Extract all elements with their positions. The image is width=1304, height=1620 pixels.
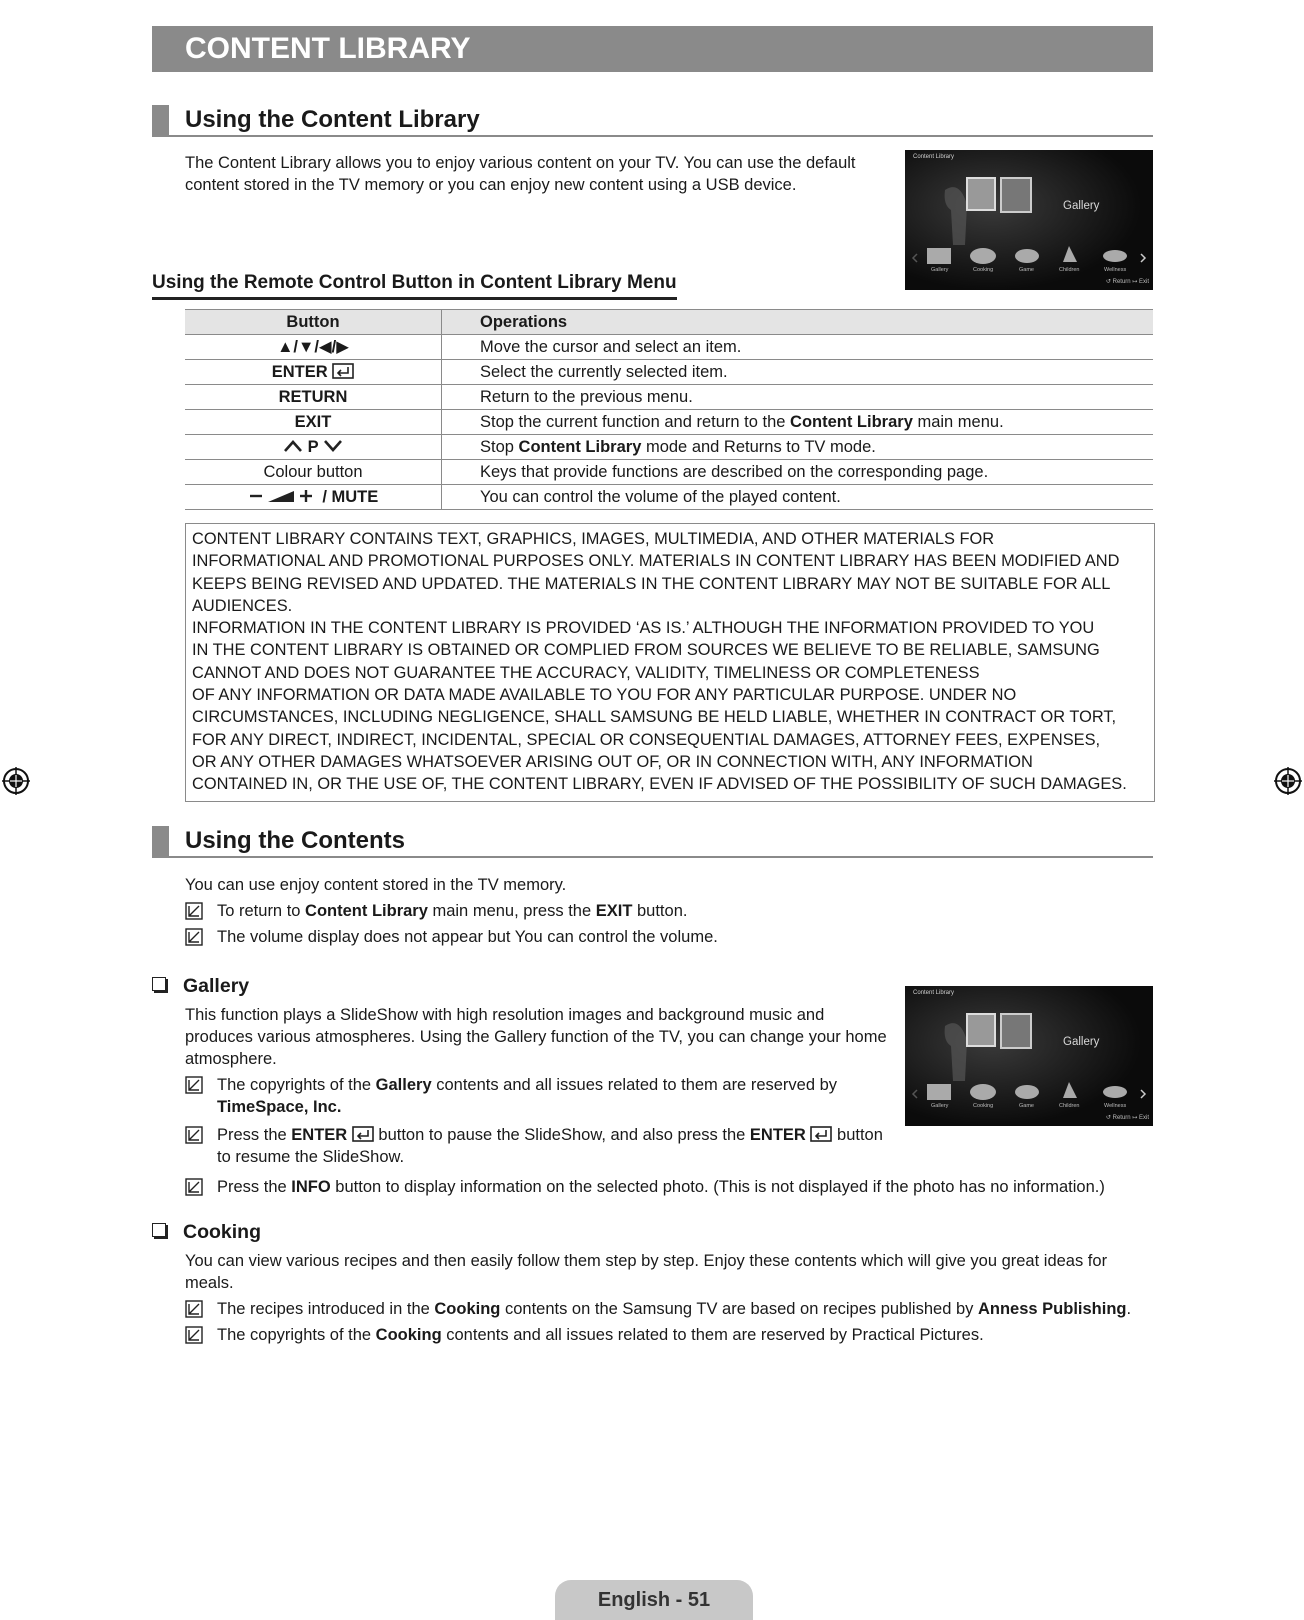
gallery-description: This function plays a SlideShow with high resolution images and background music and produces various atmospheres. Using the Gallery function of the TV, you can change your home atmosphere. <box>185 1006 887 1068</box>
section-marker <box>152 826 169 856</box>
table-row: EXIT Stop the current function and return to the Content Library main menu. <box>185 410 1153 435</box>
section-marker <box>152 105 169 135</box>
cooking-description: You can view various recipes and then easily follow them step by step. Enjoy these contents which will give you great ideas for meals. <box>185 1252 1108 1292</box>
note-icon <box>185 928 203 946</box>
table-row: P Stop Content Library mode and Returns to TV mode. <box>185 435 1153 460</box>
note-icon <box>185 1076 203 1094</box>
table-row: / MUTE You can control the volume of the played content. <box>185 485 1153 510</box>
section-heading <box>152 826 1153 858</box>
note-icon <box>185 1326 203 1344</box>
table-row: RETURN Return to the previous menu. <box>185 385 1153 410</box>
tv-menu-labels: Gallery Cooking Game Children Wellness <box>931 267 1127 273</box>
note: The copyrights of the Gallery contents and all issues related to them are reserved by TimeSpace, Inc. <box>217 1074 837 1118</box>
note: The volume display does not appear but You can control the volume. <box>217 926 718 948</box>
page-banner: CONTENT LIBRARY <box>152 26 1153 72</box>
tv-screen-image: Content Library Gallery Gallery Cooking Game Children Wellness ↺ Return ↦ Exit <box>905 986 1153 1126</box>
note-icon <box>185 1178 203 1196</box>
remote-heading: Using the Remote Control Button in Content Library Menu <box>152 270 677 300</box>
note: Press the INFO button to display information on the selected photo. (This is not displayed if the photo has no information.) <box>217 1176 1105 1198</box>
cooking-heading: Cooking <box>152 1219 261 1245</box>
disclaimer-box: CONTENT LIBRARY CONTAINS TEXT, GRAPHICS, IMAGES, MULTIMEDIA, AND OTHER MATERIALS FOR INFORMATIONAL AND PROMOTIONAL PURPOSES ONLY. MATERIALS IN CONTENT LIBRARY HAS BEEN MODIFIED AND KEEPS BEING REVISED AND UPDATED. THE MATERIALS IN THE CONTENT LIBRARY MAY NOT BE SUITABLE FOR ALL AUDIENCES. INFORMATION IN THE CONTENT LIBRARY IS PROVIDED ‘AS IS.’ ALTHOUGH THE INFORMATION PROVIDED TO YOU IN THE CONTENT LIBRARY IS OBTAINED OR COMPLIED FROM SOURCES WE BELIEVE TO BE RELIABLE, SAMSUNG CANNOT AND DOES NOT GUARANTEE THE ACCURACY, VALIDITY, TIMELINESS OR COMPLETENESS OF ANY INFORMATION OR DATA MADE AVAILABLE TO YOU FOR ANY PARTICULAR PURPOSE. UNDER NO CIRCUMSTANCES, INCLUDING NEGLIGENCE, SHALL SAMSUNG BE HELD LIABLE, WHETHER IN CONTRACT OR TORT, FOR ANY DIRECT, INDIRECT, INCIDENTAL, SPECIAL OR CONSEQUENTIAL DAMAGES, ATTORNEY FEES, EXPENSES, OR ANY OTHER DAMAGES WHATSOEVER ARISING OUT OF, OR IN CONNECTION WITH, ANY INFORMATION CONTAINED IN, OR THE USE OF, THE CONTENT LIBRARY, EVEN IF ADVISED OF THE POSSIBILITY OF SUCH DAMAGES. <box>185 523 1155 802</box>
remote-button-table <box>185 309 1153 510</box>
section-title: Using the Contents <box>185 827 405 854</box>
note: The copyrights of the Cooking contents and all issues related to them are reserved by Practical Pictures. <box>217 1324 984 1346</box>
enter-icon <box>332 363 354 379</box>
tv-menu-labels: Gallery Cooking Game Children Wellness <box>931 1103 1127 1109</box>
table-row: ▲/▼/◀/▶ Move the cursor and select an item. <box>185 335 1153 360</box>
note-icon <box>185 902 203 920</box>
checkbox-bullet-icon <box>152 1223 166 1237</box>
tv-focus-label: Gallery <box>1063 200 1100 212</box>
note: To return to Content Library main menu, press the EXIT button. <box>217 900 687 922</box>
tv-focus-label: Gallery <box>1063 1036 1100 1048</box>
chevron-down-icon <box>323 439 343 453</box>
section-heading <box>152 105 1153 137</box>
registration-mark-icon <box>1274 767 1302 795</box>
chevron-up-icon <box>283 439 303 453</box>
contents-intro: You can use enjoy content stored in the TV memory. <box>185 876 567 894</box>
page-number: English - 51 <box>555 1580 753 1620</box>
enter-icon <box>810 1126 832 1142</box>
note: The recipes introduced in the Cooking contents on the Samsung TV are based on recipes published by Anness Publishing. <box>217 1298 1131 1320</box>
registration-mark-icon <box>2 767 30 795</box>
table-row: Colour button Keys that provide functions are described on the corresponding page. <box>185 460 1153 485</box>
gallery-heading: Gallery <box>152 973 249 999</box>
note-icon <box>185 1126 203 1144</box>
note: Press the ENTER button to pause the SlideShow, and also press the ENTER button to resume the SlideShow. <box>217 1124 883 1168</box>
tv-screen-image: Content Library Gallery Gallery Cooking Game Children Wellness ↺ Return ↦ Exit <box>905 150 1153 290</box>
table-row: ENTER Select the currently selected item. <box>185 360 1153 385</box>
note-icon <box>185 1300 203 1318</box>
table-header-row: Button Operations <box>185 310 1153 335</box>
volume-icon <box>248 488 318 504</box>
enter-icon <box>352 1126 374 1142</box>
checkbox-bullet-icon <box>152 977 166 991</box>
intro-paragraph: The Content Library allows you to enjoy various content on your TV. You can use the default content stored in the TV memory or you can enjoy new content using a USB device. <box>185 154 856 194</box>
section-title: Using the Content Library <box>185 106 480 133</box>
